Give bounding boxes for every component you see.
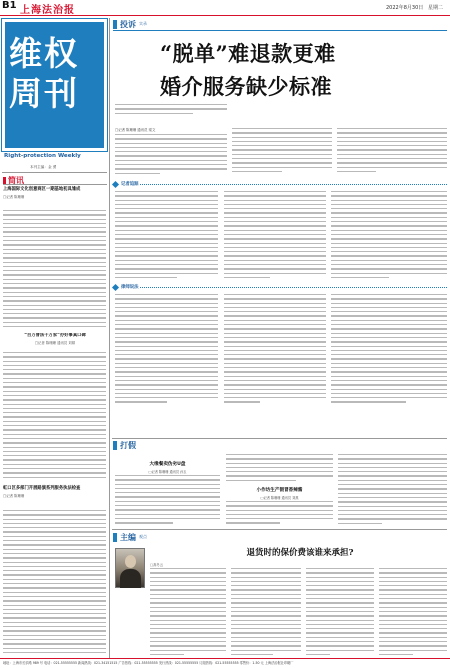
page-number: B1 bbox=[2, 0, 17, 11]
commentary-col-1 bbox=[150, 568, 226, 655]
subsection-rule bbox=[140, 184, 447, 185]
commentary-byline: □高冬云 bbox=[150, 563, 164, 567]
subsection-marker-icon bbox=[112, 283, 119, 290]
subsection-1-col-2 bbox=[224, 191, 326, 279]
commentary-title: 退货时的保价费该谁来承担? bbox=[246, 548, 354, 558]
subsection-2-title: 律师说法 bbox=[121, 285, 139, 290]
brief-item-byline: □记者 陈珊珊 bbox=[3, 494, 25, 498]
subsection-2-col-2 bbox=[224, 294, 326, 404]
brief-item-byline: □记者 陈珊珊 bbox=[3, 195, 25, 199]
footer bbox=[0, 658, 450, 668]
tag-bar-icon bbox=[113, 20, 117, 29]
tag-bar-icon bbox=[113, 441, 117, 450]
dapiao-tag-label: 打假 bbox=[120, 439, 136, 450]
dapiao-item-2-text bbox=[226, 501, 333, 527]
feature-col-1 bbox=[115, 134, 227, 178]
brief-item-1 bbox=[3, 187, 107, 199]
tag-bar-icon bbox=[113, 533, 117, 542]
issue-date: 2022年8月30日 bbox=[386, 5, 424, 11]
dapiao-item-1-text bbox=[115, 475, 220, 525]
dapiao-item-2-text-2 bbox=[338, 454, 447, 527]
dapiao-item-1 bbox=[115, 462, 220, 474]
dapiao-tag bbox=[113, 440, 136, 450]
paper-name: 上海法治报 bbox=[20, 5, 75, 16]
subsection-2-col-1 bbox=[115, 294, 218, 404]
column-title: 维权周刊 bbox=[9, 34, 79, 113]
commentary-col-3 bbox=[306, 568, 374, 655]
brief-item-title: 虹口区多部门开展路演系列服务执法检查 bbox=[3, 486, 81, 491]
masthead bbox=[0, 0, 450, 16]
subsection-1-col-1 bbox=[115, 191, 218, 279]
dapiao-item-title: 小作坊生产假冒香辣酱 bbox=[256, 488, 303, 493]
feature-tag-label: 投诉 bbox=[120, 18, 136, 29]
subsection-1-header bbox=[113, 180, 139, 188]
brief-header bbox=[3, 175, 107, 185]
brief-marker-icon bbox=[3, 177, 6, 184]
column-subtitle: Right-protection Weekly bbox=[4, 153, 81, 159]
subsection-rule bbox=[140, 287, 447, 288]
column-divider bbox=[109, 18, 110, 658]
commentary-tag bbox=[113, 532, 147, 542]
dapiao-item-title: 大缘餐卖伪劣U盘 bbox=[149, 462, 186, 467]
author-photo bbox=[115, 548, 145, 588]
commentary-col-4 bbox=[379, 568, 447, 655]
subsection-1-title: 记者追踪 bbox=[121, 182, 139, 187]
feature-col-3 bbox=[337, 128, 447, 178]
subsection-2-header bbox=[113, 283, 139, 291]
dapiao-item-1-text-2 bbox=[226, 454, 333, 484]
brief-text-3 bbox=[3, 510, 106, 655]
brief-item-3 bbox=[3, 486, 107, 498]
section-divider bbox=[112, 529, 447, 530]
brief-item-byline: □记者 陈珊珊 通讯员 刘婧 bbox=[34, 341, 76, 345]
feature-lead bbox=[115, 104, 227, 120]
brief-item-title: 上海国际文化创意商区一期基地初具雏成 bbox=[3, 187, 81, 192]
subsection-1-col-3 bbox=[331, 191, 447, 279]
feature-headline-2: 婚介服务缺少标准 bbox=[160, 74, 332, 99]
feature-byline: □记者 陈珊珊 通讯员 梁文 bbox=[115, 128, 156, 132]
dapiao-item-byline: □记者 陈珊珊 通讯员 刘燕 bbox=[260, 496, 299, 500]
feature-col-2 bbox=[232, 128, 332, 178]
footer-text: 地址：上海市长乐路 989 号 电话：021-55555555 新闻热线：021-34151515 广告热线：021-55555555 发行热线：021-55555555 订阅热线：021-55555555 零售价：1.50 元 上海法治报社印刷厂 bbox=[3, 661, 294, 665]
commentary-tag-suffix: 观点 bbox=[139, 534, 147, 539]
brief-title: 简讯 bbox=[8, 175, 24, 185]
brief-item-title: “百万普法千万家”办好事真口碑 bbox=[24, 333, 86, 338]
brief-text-2 bbox=[3, 352, 106, 480]
divider bbox=[2, 172, 107, 173]
commentary-tag-label: 主编 bbox=[120, 531, 136, 542]
person-icon bbox=[125, 555, 136, 568]
column-editor: 本刊主编：金 勇 bbox=[30, 165, 57, 169]
dapiao-item-2 bbox=[226, 488, 333, 500]
feature-tag bbox=[113, 19, 147, 29]
feature-rule bbox=[113, 30, 447, 31]
feature-tag-suffix: 实录 bbox=[139, 21, 147, 26]
feature-headline-1: “脱单”难退款更难 bbox=[160, 41, 336, 66]
brief-item-2 bbox=[3, 333, 107, 345]
brief-text-1 bbox=[3, 210, 106, 328]
commentary-col-2 bbox=[231, 568, 301, 655]
issue-weekday: 星期二 bbox=[428, 5, 444, 11]
subsection-2-col-3 bbox=[331, 294, 447, 404]
subsection-marker-icon bbox=[112, 180, 119, 187]
dapiao-item-byline: □记者 陈珊珊 通讯员 孙玉 bbox=[148, 470, 187, 474]
section-divider bbox=[112, 438, 447, 439]
column-banner bbox=[2, 19, 107, 151]
